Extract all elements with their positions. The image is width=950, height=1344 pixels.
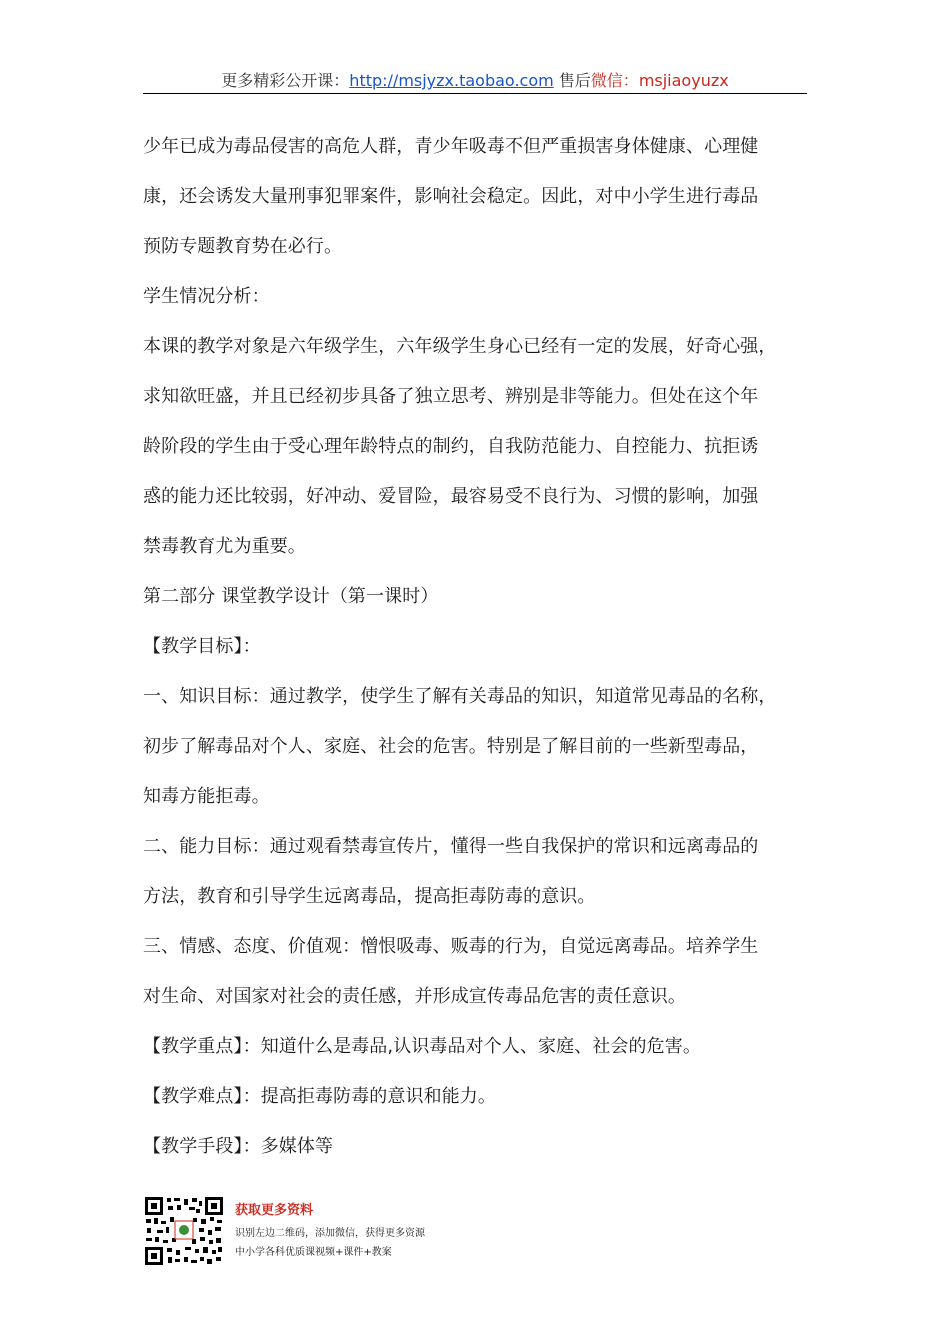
paragraph-line: 【教学难点】：提高拒毒防毒的意识和能力。 xyxy=(143,1086,496,1107)
section-heading: 【教学目标】： xyxy=(143,636,261,657)
document-body xyxy=(143,122,813,1172)
header-after-sale: 售后 xyxy=(553,71,591,90)
footer-tagline: 中小学各科优质课视频+课件+教案 xyxy=(235,1247,392,1258)
paragraph-line: 惑的能力还比较弱，好冲动、爱冒险，最容易受不良行为、习惯的影响，加强 xyxy=(143,486,759,507)
paragraph-line: 三、情感、态度、价值观：憎恨吸毒、贩毒的行为，自觉远离毒品。培养学生 xyxy=(143,936,759,957)
paragraph-line: 一、知识目标：通过教学，使学生了解有关毒品的知识，知道常见毒品的名称， xyxy=(143,686,777,707)
paragraph-line: 【教学手段】：多媒体等 xyxy=(143,1136,334,1157)
header-wechat-id: msjiaoyuzx xyxy=(638,71,729,90)
paragraph-line: 求知欲旺盛，并且已经初步具备了独立思考、辨别是非等能力。但处在这个年 xyxy=(143,386,759,407)
paragraph-line: 初步了解毒品对个人、家庭、社会的危害。特别是了解目前的一些新型毒品， xyxy=(143,736,759,757)
footer-title: 获取更多资料 xyxy=(235,1203,314,1218)
header-rule xyxy=(143,93,807,94)
footer-promo xyxy=(143,1195,483,1267)
page-header xyxy=(143,68,807,94)
footer-instruction: 识别左边二维码，添加微信，获得更多资源 xyxy=(235,1228,425,1239)
paragraph-line: 康，还会诱发大量刑事犯罪案件，影响社会稳定。因此，对中小学生进行毒品 xyxy=(143,186,759,207)
paragraph-line: 方法，教育和引导学生远离毒品，提高拒毒防毒的意识。 xyxy=(143,886,596,907)
paragraph-line: 少年已成为毒品侵害的高危人群，青少年吸毒不但严重损害身体健康、心理健 xyxy=(143,136,759,157)
paragraph-line: 【教学重点】：知道什么是毒品,认识毒品对个人、家庭、社会的危害。 xyxy=(143,1036,701,1057)
header-url-link[interactable]: http://msjyzx.taobao.com xyxy=(349,71,554,90)
section-heading: 学生情况分析： xyxy=(143,286,270,307)
header-prefix: 更多精彩公开课： xyxy=(221,71,350,90)
paragraph-line: 预防专题教育势在必行。 xyxy=(143,236,343,257)
qr-code-icon[interactable] xyxy=(143,1195,225,1267)
paragraph-line: 二、能力目标：通过观看禁毒宣传片，懂得一些自我保护的常识和远离毒品的 xyxy=(143,836,759,857)
header-wechat-label: 微信： xyxy=(590,71,639,90)
paragraph-line: 本课的教学对象是六年级学生，六年级学生身心已经有一定的发展，好奇心强， xyxy=(143,336,777,357)
section-heading: 第二部分 课堂教学设计（第一课时） xyxy=(143,586,439,607)
paragraph-line: 禁毒教育尤为重要。 xyxy=(143,536,306,557)
paragraph-line: 对生命、对国家对社会的责任感，并形成宣传毒品危害的责任意识。 xyxy=(143,986,686,1007)
paragraph-line: 龄阶段的学生由于受心理年龄特点的制约，自我防范能力、自控能力、抗拒诱 xyxy=(143,436,759,457)
paragraph-line: 知毒方能拒毒。 xyxy=(143,786,270,807)
